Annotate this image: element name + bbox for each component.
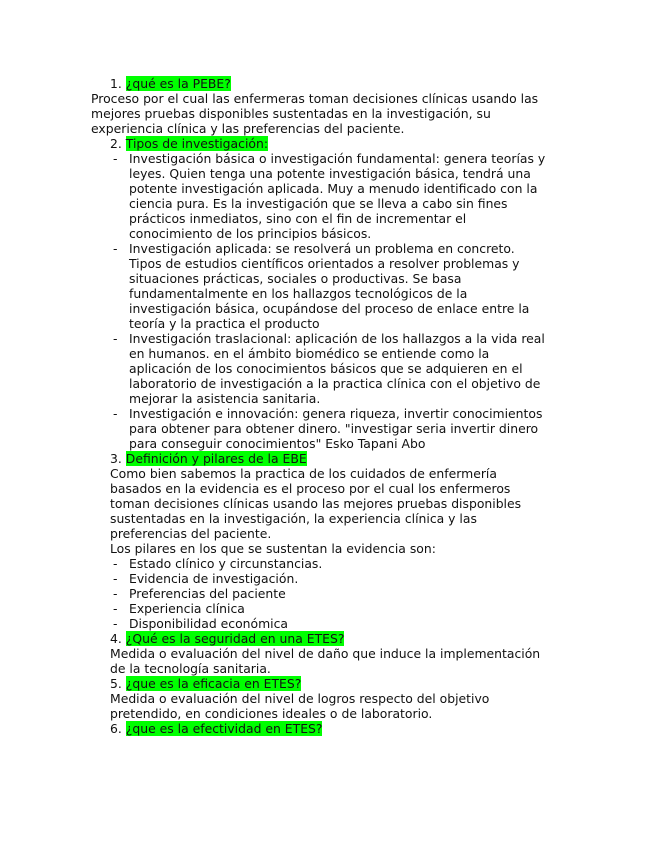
paragraph-line: basados en la evidencia es el proceso por el cual los enfermeros bbox=[110, 481, 511, 496]
bullet-dash: - bbox=[113, 571, 118, 586]
list-item-line: Investigación traslacional: aplicación de los hallazgos a la vida real bbox=[129, 331, 545, 346]
highlighted-heading: ¿qué es la PEBE? bbox=[125, 76, 231, 91]
highlighted-heading: ¿que es la eficacia en ETES? bbox=[125, 676, 302, 691]
question-number: 1. bbox=[110, 76, 122, 91]
pillar-item: Disponibilidad económica bbox=[129, 616, 289, 631]
list-item-line: teoría y la practica el producto bbox=[129, 316, 320, 331]
list-item-line: conocimiento de los principios básicos. bbox=[129, 226, 372, 241]
question-6-heading bbox=[110, 721, 322, 736]
list-item-line: Tipos de estudios científicos orientados a resolver problemas y bbox=[129, 256, 520, 271]
highlighted-heading: ¿Qué es la seguridad en una ETES? bbox=[125, 631, 345, 646]
list-item-line: ciencia pura. Es la investigación que se lleva a cabo sin fines bbox=[129, 196, 508, 211]
list-item-line: prácticos inmediatos, sino con el fin de incrementar el bbox=[129, 211, 467, 226]
bullet-dash: - bbox=[113, 601, 118, 616]
bullet-dash: - bbox=[113, 616, 118, 631]
question-number: 2. bbox=[110, 136, 122, 151]
bullet-dash: - bbox=[113, 586, 118, 601]
question-3-heading bbox=[110, 451, 307, 466]
list-item-line: investigación básica, ocupándose del proceso de enlace entre la bbox=[129, 301, 530, 316]
list-item-line: Investigación aplicada: se resolverá un problema en concreto. bbox=[129, 241, 515, 256]
list-item-line: mejorar la asistencia sanitaria. bbox=[129, 391, 321, 406]
bullet-dash: - bbox=[113, 241, 118, 256]
paragraph-line: Los pilares en los que se sustentan la evidencia son: bbox=[110, 541, 436, 556]
paragraph-line: preferencias del paciente. bbox=[110, 526, 272, 541]
list-item-line: fundamentalmente en los hallazgos tecnológicos de la bbox=[129, 286, 468, 301]
list-item-line: situaciones prácticas, sociales o productivas. Se basa bbox=[129, 271, 462, 286]
paragraph-line: Como bien sabemos la practica de los cuidados de enfermería bbox=[110, 466, 497, 481]
list-item-line: leyes. Quien tenga una potente investigación básica, tendrá una bbox=[129, 166, 531, 181]
paragraph-line: toman decisiones clínicas usando las mejores pruebas disponibles bbox=[110, 496, 522, 511]
paragraph-line: de la tecnología sanitaria. bbox=[110, 661, 271, 676]
question-5-heading bbox=[110, 676, 301, 691]
paragraph-line: Proceso por el cual las enfermeras toman decisiones clínicas usando las bbox=[91, 91, 539, 106]
highlighted-heading: Definición y pilares de la EBE bbox=[125, 451, 307, 466]
pillar-item: Preferencias del paciente bbox=[129, 586, 286, 601]
paragraph-line: sustentadas en la investigación, la experiencia clínica y las bbox=[110, 511, 477, 526]
question-number: 5. bbox=[110, 676, 122, 691]
question-number: 3. bbox=[110, 451, 122, 466]
paragraph-line: Medida o evaluación del nivel de logros respecto del objetivo bbox=[110, 691, 490, 706]
list-item-line: para conseguir conocimientos" Esko Tapani Abo bbox=[129, 436, 426, 451]
paragraph-line: Medida o evaluación del nivel de daño que induce la implementación bbox=[110, 646, 541, 661]
question-number: 4. bbox=[110, 631, 122, 646]
bullet-dash: - bbox=[113, 556, 118, 571]
bullet-dash: - bbox=[113, 331, 118, 346]
list-item-line: potente investigación aplicada. Muy a menudo identificado con la bbox=[129, 181, 538, 196]
list-item-line: aplicación de los conocimientos básicos que se adquieren en el bbox=[129, 361, 523, 376]
list-item-line: para obtener para obtener dinero. "investigar seria invertir dinero bbox=[129, 421, 539, 436]
pillar-item: Experiencia clínica bbox=[129, 601, 245, 616]
bullet-dash: - bbox=[113, 151, 118, 166]
list-item-line: laboratorio de investigación a la practica clínica con el objetivo de bbox=[129, 376, 541, 391]
paragraph-line: pretendido, en condiciones ideales o de laboratorio. bbox=[110, 706, 433, 721]
bullet-dash: - bbox=[113, 406, 118, 421]
list-item-line: Investigación básica o investigación fundamental: genera teorías y bbox=[129, 151, 546, 166]
question-number: 6. bbox=[110, 721, 122, 736]
highlighted-heading: ¿que es la efectividad en ETES? bbox=[125, 721, 323, 736]
pillar-item: Evidencia de investigación. bbox=[129, 571, 299, 586]
highlighted-heading: Tipos de investigación: bbox=[125, 136, 269, 151]
paragraph-line: mejores pruebas disponibles sustentadas en la investigación, su bbox=[91, 106, 491, 121]
question-4-heading bbox=[110, 631, 344, 646]
pillar-item: Estado clínico y circunstancias. bbox=[129, 556, 323, 571]
list-item-line: en humanos. en el ámbito biomédico se entiende como la bbox=[129, 346, 490, 361]
question-2-heading bbox=[110, 136, 268, 151]
question-1-heading bbox=[110, 76, 231, 91]
list-item-line: Investigación e innovación: genera riqueza, invertir conocimientos bbox=[129, 406, 543, 421]
paragraph-line: experiencia clínica y las preferencias del paciente. bbox=[91, 121, 405, 136]
